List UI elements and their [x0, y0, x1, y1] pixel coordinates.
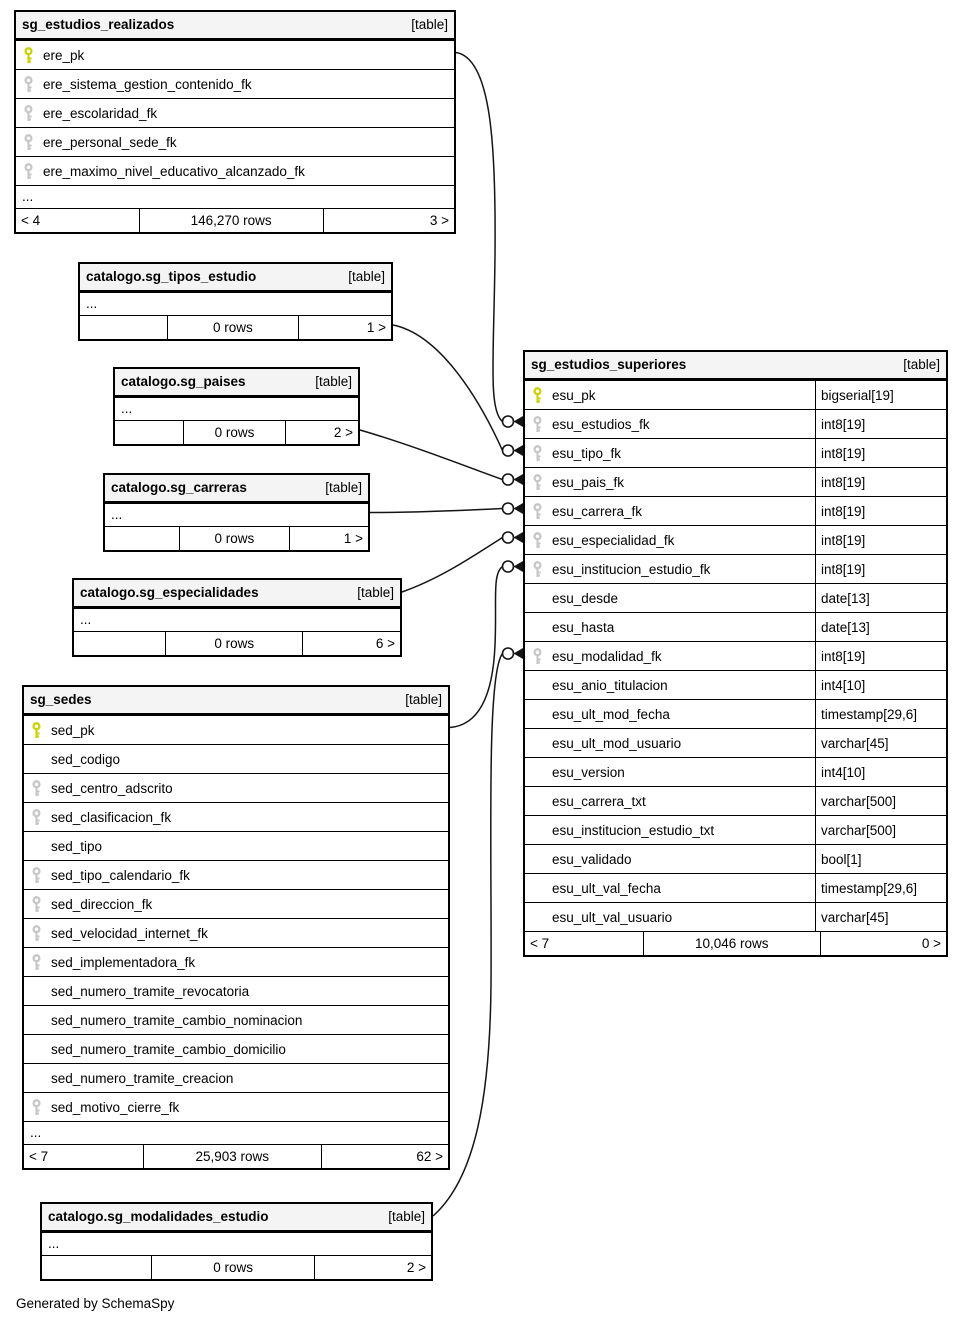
column-row-esu_estudios_fk [525, 409, 946, 438]
relationship-endpoint-circle [503, 474, 514, 485]
pager-next: 6 > [302, 632, 400, 655]
column-type: varchar[45] [815, 729, 946, 757]
no-key-spacer [31, 1070, 42, 1087]
table-title[interactable]: catalogo.sg_paises [121, 374, 246, 389]
table-footer [80, 315, 391, 339]
column-type: bool[1] [815, 845, 946, 873]
column-name: sed_tipo [51, 838, 103, 854]
column-row-esu_validado [525, 844, 946, 873]
column-row-esu_ult_val_usuario [525, 902, 946, 931]
column-row-sed_codigo [24, 744, 448, 773]
column-name: esu_desde [552, 590, 619, 606]
table-tag: [table] [405, 692, 442, 707]
table-footer [24, 1144, 448, 1168]
relationship-arrow-icon [514, 648, 524, 659]
relationship-line [393, 325, 503, 451]
column-name: esu_estudios_fk [552, 416, 650, 432]
relationship-arrow-icon [514, 503, 524, 514]
column-row-sed_numero_tramite_revocatoria [24, 976, 448, 1005]
table-header[interactable] [80, 264, 391, 292]
column-name: sed_pk [51, 722, 95, 738]
table-title[interactable]: catalogo.sg_carreras [111, 480, 247, 495]
no-key-spacer [532, 764, 543, 781]
column-row-esu_carrera_txt [525, 786, 946, 815]
relationship-arrow-icon [514, 532, 524, 543]
fk-key-icon [532, 532, 543, 549]
column-row-esu_modalidad_fk [525, 641, 946, 670]
row-count: 0 rows [167, 316, 298, 339]
column-row-esu_ult_mod_usuario [525, 728, 946, 757]
column-name: sed_implementadora_fk [51, 954, 196, 970]
table-sg_sedes[interactable] [22, 685, 450, 1170]
column-row-esu_institucion_estudio_fk [525, 554, 946, 583]
pager-prev [42, 1256, 151, 1279]
fk-key-icon [31, 780, 42, 797]
relationship-endpoint-circle [503, 561, 514, 572]
column-row-ere_escolaridad_fk [16, 98, 454, 127]
column-row-esu_ult_val_fecha [525, 873, 946, 902]
table-tag: [table] [903, 357, 940, 372]
fk-key-icon [532, 503, 543, 520]
table-header[interactable] [42, 1204, 431, 1232]
pager-next: 62 > [321, 1145, 448, 1168]
column-name: ere_sistema_gestion_contenido_fk [43, 76, 252, 92]
column-name: sed_codigo [51, 751, 121, 767]
pager-prev [74, 632, 165, 655]
column-type: int8[19] [815, 497, 946, 525]
column-name: esu_validado [552, 851, 632, 867]
relationship-endpoint-circle [503, 416, 514, 427]
column-row-esu_carrera_fk [525, 496, 946, 525]
column-row-ere_maximo_nivel_educativo_alcanzado_fk [16, 156, 454, 185]
column-name: esu_ult_val_fecha [552, 880, 661, 896]
table-footer [105, 526, 368, 550]
column-row-ere_sistema_gestion_contenido_fk [16, 69, 454, 98]
row-count: 0 rows [183, 421, 285, 444]
table-catalogo.sg_especialidades[interactable] [72, 578, 402, 657]
column-row-sed_numero_tramite_cambio_nominacion [24, 1005, 448, 1034]
pager-prev: < 7 [530, 936, 550, 951]
no-key-spacer [532, 909, 543, 926]
column-row-esu_hasta [525, 612, 946, 641]
column-name: esu_carrera_fk [552, 503, 643, 519]
table-title[interactable]: sg_estudios_superiores [531, 357, 687, 372]
column-name: ere_pk [43, 47, 85, 63]
column-type: int4[10] [815, 758, 946, 786]
pager-next: 3 > [323, 209, 454, 232]
table-catalogo.sg_paises[interactable] [113, 367, 360, 446]
column-type: int8[19] [815, 410, 946, 438]
column-name: ere_escolaridad_fk [43, 105, 158, 121]
column-type: varchar[45] [815, 903, 946, 931]
pager-next: 1 > [298, 316, 391, 339]
table-footer [16, 208, 454, 232]
column-name: sed_numero_tramite_revocatoria [51, 983, 250, 999]
relationship-endpoint-circle [503, 445, 514, 456]
ellipsis-row: ... [80, 292, 391, 315]
table-tag: [table] [411, 17, 448, 32]
table-footer [115, 420, 358, 444]
column-row-sed_implementadora_fk [24, 947, 448, 976]
column-row-ere_pk [16, 40, 454, 69]
fk-key-icon [532, 648, 543, 665]
relationship-line [450, 567, 503, 728]
table-footer [42, 1255, 431, 1279]
column-name: sed_velocidad_internet_fk [51, 925, 208, 941]
table-header[interactable] [74, 580, 400, 608]
column-name: esu_pk [552, 387, 596, 403]
table-footer [525, 931, 946, 955]
table-header[interactable] [105, 475, 368, 503]
pk-key-icon [532, 387, 543, 404]
fk-key-icon [532, 561, 543, 578]
table-footer [74, 631, 400, 655]
column-name: sed_motivo_cierre_fk [51, 1099, 180, 1115]
fk-key-icon [31, 867, 42, 884]
column-name: esu_ult_val_usuario [552, 909, 673, 925]
row-count: 0 rows [179, 527, 289, 550]
column-row-esu_tipo_fk [525, 438, 946, 467]
column-row-esu_desde [525, 583, 946, 612]
fk-key-icon [31, 925, 42, 942]
ellipsis-row: ... [24, 1121, 448, 1144]
relationship-line [402, 538, 503, 593]
table-header[interactable] [16, 12, 454, 40]
table-catalogo.sg_carreras[interactable] [103, 473, 370, 552]
pager-prev [80, 316, 167, 339]
column-type: date[13] [815, 613, 946, 641]
no-key-spacer [31, 1041, 42, 1058]
table-tag: [table] [348, 269, 385, 284]
table-title[interactable]: catalogo.sg_especialidades [80, 585, 259, 600]
column-type: timestamp[29,6] [815, 874, 946, 902]
no-key-spacer [532, 590, 543, 607]
fk-key-icon [31, 896, 42, 913]
fk-key-icon [23, 105, 34, 122]
pager-next: 2 > [314, 1256, 431, 1279]
column-name: esu_pais_fk [552, 474, 625, 490]
relationship-endpoint-circle [503, 503, 514, 514]
table-sg_estudios_superiores[interactable] [523, 350, 948, 957]
column-type: int8[19] [815, 555, 946, 583]
ellipsis-row: ... [105, 503, 368, 526]
ellipsis-row: ... [16, 185, 454, 208]
column-row-esu_institucion_estudio_txt [525, 815, 946, 844]
ellipsis-row: ... [115, 397, 358, 420]
table-tag: [table] [325, 480, 362, 495]
column-name: esu_anio_titulacion [552, 677, 668, 693]
table-header[interactable] [24, 687, 448, 715]
column-name: esu_institucion_estudio_txt [552, 822, 715, 838]
column-row-ere_personal_sede_fk [16, 127, 454, 156]
column-row-esu_ult_mod_fecha [525, 699, 946, 728]
column-name: sed_tipo_calendario_fk [51, 867, 190, 883]
column-name: esu_ult_mod_usuario [552, 735, 682, 751]
column-name: sed_centro_adscrito [51, 780, 173, 796]
column-name: esu_version [552, 764, 625, 780]
column-type: timestamp[29,6] [815, 700, 946, 728]
fk-key-icon [532, 416, 543, 433]
table-title[interactable]: sg_sedes [30, 692, 92, 707]
column-name: ere_maximo_nivel_educativo_alcanzado_fk [43, 163, 305, 179]
column-name: esu_carrera_txt [552, 793, 646, 809]
pager-prev [105, 527, 179, 550]
pager-next: 0 > [820, 932, 946, 955]
no-key-spacer [532, 706, 543, 723]
table-title[interactable]: catalogo.sg_modalidades_estudio [48, 1209, 269, 1224]
fk-key-icon [532, 474, 543, 491]
ellipsis-row: ... [42, 1232, 431, 1255]
no-key-spacer [532, 677, 543, 694]
column-name: esu_hasta [552, 619, 615, 635]
column-row-esu_pk [525, 380, 946, 409]
column-name: esu_institucion_estudio_fk [552, 561, 711, 577]
column-row-sed_numero_tramite_cambio_domicilio [24, 1034, 448, 1063]
no-key-spacer [532, 619, 543, 636]
fk-key-icon [532, 445, 543, 462]
column-name: sed_clasificacion_fk [51, 809, 172, 825]
column-type: bigserial[19] [815, 381, 946, 409]
pager-prev [115, 421, 183, 444]
column-name: esu_modalidad_fk [552, 648, 662, 664]
fk-key-icon [31, 1099, 42, 1116]
column-row-esu_pais_fk [525, 467, 946, 496]
column-type: int8[19] [815, 642, 946, 670]
pk-key-icon [23, 47, 34, 64]
pager-next: 2 > [285, 421, 358, 444]
no-key-spacer [532, 822, 543, 839]
table-tag: [table] [315, 374, 352, 389]
column-row-esu_especialidad_fk [525, 525, 946, 554]
column-row-sed_velocidad_internet_fk [24, 918, 448, 947]
column-name: sed_numero_tramite_cambio_domicilio [51, 1041, 286, 1057]
ellipsis-row: ... [74, 608, 400, 631]
relationship-arrow-icon [514, 474, 524, 485]
column-name: sed_numero_tramite_cambio_nominacion [51, 1012, 303, 1028]
column-type: int8[19] [815, 526, 946, 554]
pager-next: 1 > [289, 527, 368, 550]
no-key-spacer [532, 851, 543, 868]
generator-credit: Generated by SchemaSpy [16, 1296, 175, 1311]
column-type: varchar[500] [815, 787, 946, 815]
column-row-sed_centro_adscrito [24, 773, 448, 802]
relationship-arrow-icon [514, 561, 524, 572]
column-name: esu_ult_mod_fecha [552, 706, 670, 722]
table-sg_estudios_realizados[interactable] [14, 10, 456, 234]
no-key-spacer [532, 880, 543, 897]
pager-prev: < 4 [21, 213, 41, 228]
column-type: int8[19] [815, 468, 946, 496]
pk-key-icon [31, 722, 42, 739]
column-row-esu_anio_titulacion [525, 670, 946, 699]
table-tag: [table] [388, 1209, 425, 1224]
relationship-endpoint-circle [503, 648, 514, 659]
column-row-sed_motivo_cierre_fk [24, 1092, 448, 1121]
row-count: 0 rows [151, 1256, 314, 1279]
column-name: esu_especialidad_fk [552, 532, 675, 548]
row-count: 25,903 rows [143, 1145, 321, 1168]
table-catalogo.sg_tipos_estudio[interactable] [78, 262, 393, 341]
column-row-sed_numero_tramite_creacion [24, 1063, 448, 1092]
fk-key-icon [31, 954, 42, 971]
fk-key-icon [23, 134, 34, 151]
no-key-spacer [532, 793, 543, 810]
fk-key-icon [23, 76, 34, 93]
pager-prev: < 7 [29, 1149, 49, 1164]
column-row-esu_version [525, 757, 946, 786]
column-row-sed_clasificacion_fk [24, 802, 448, 831]
column-type: date[13] [815, 584, 946, 612]
column-row-sed_direccion_fk [24, 889, 448, 918]
column-name: ere_personal_sede_fk [43, 134, 177, 150]
column-row-sed_pk [24, 715, 448, 744]
row-count: 0 rows [165, 632, 302, 655]
table-catalogo.sg_modalidades_estudio[interactable] [40, 1202, 433, 1281]
table-tag: [table] [357, 585, 394, 600]
column-name: sed_direccion_fk [51, 896, 153, 912]
fk-key-icon [23, 163, 34, 180]
table-title[interactable]: sg_estudios_realizados [22, 17, 175, 32]
column-type: int4[10] [815, 671, 946, 699]
column-name: esu_tipo_fk [552, 445, 622, 461]
table-header[interactable] [115, 369, 358, 397]
relationship-arrow-icon [514, 416, 524, 427]
row-count: 146,270 rows [139, 209, 323, 232]
no-key-spacer [31, 751, 42, 768]
row-count: 10,046 rows [643, 932, 820, 955]
column-type: varchar[500] [815, 816, 946, 844]
column-name: sed_numero_tramite_creacion [51, 1070, 234, 1086]
no-key-spacer [31, 983, 42, 1000]
no-key-spacer [532, 735, 543, 752]
fk-key-icon [31, 809, 42, 826]
no-key-spacer [31, 838, 42, 855]
column-type: int8[19] [815, 439, 946, 467]
column-row-sed_tipo_calendario_fk [24, 860, 448, 889]
relationship-line [370, 509, 503, 513]
relationship-endpoint-circle [503, 532, 514, 543]
no-key-spacer [31, 1012, 42, 1029]
relationship-arrow-icon [514, 445, 524, 456]
relationship-line [456, 53, 503, 422]
column-row-sed_tipo [24, 831, 448, 860]
relationship-line [360, 430, 503, 480]
table-header[interactable] [525, 352, 946, 380]
table-title[interactable]: catalogo.sg_tipos_estudio [86, 269, 257, 284]
